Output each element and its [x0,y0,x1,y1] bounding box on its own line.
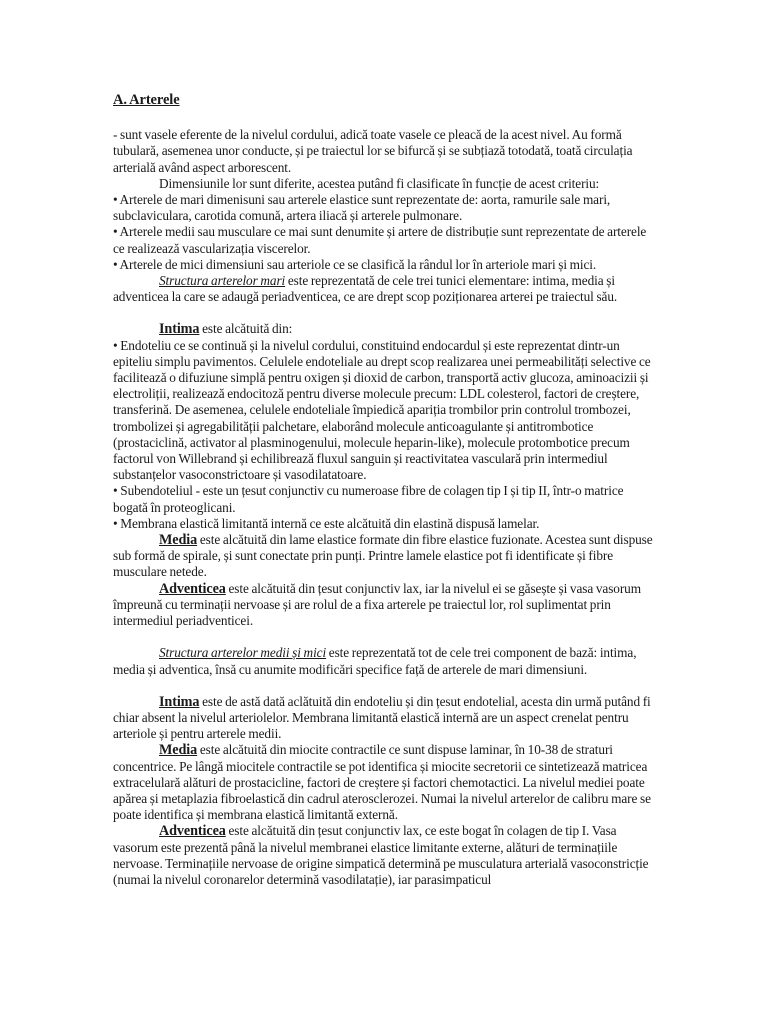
adventicea-text-2: este alcătuită din țesut conjunctiv lax, ce este bogat în colagen de tip I. Vasa vasorum este prezentă până la nivelul membranei elastice limitante externe, alături de terminațiile nervoase. Terminațiile nervoase de origine simpatică determină pe musculatura arterială vasoconstricție (numai la nivelul coronarelor determină vasodilatație), iar parasimpaticul [113,823,649,887]
intima-text-2: este de astă dată aclătuită din endoteliu și din țesut endotelial, acesta din urmă putând fi chiar absent la nivelul arteriolelor. Membrana limitantă elastică internă are un aspect crenelat pentru arteriole și pentru arterele medii. [113,693,651,742]
structure-large-heading: Structura arterelor mari [159,273,286,289]
adventicea-heading: Adventicea [159,580,226,597]
adventicea-text: este alcătuită din țesut conjunctiv lax, iar la nivelul ei se găsește și vasa vasorum împreună cu terminații nervoase și are rolul de a fixa arterele pe traiectul lor, rol suplimentat prin intermediul periadventicei. [113,580,641,629]
paragraph-structure-large [113,273,658,305]
paragraph-intima-large [113,321,658,337]
paragraph-media-small [113,742,658,823]
bullet-medium-arteries: • Arterele medii sau musculare ce mai sunt denumite și artere de distribuție sunt reprezentate de arterele ce realizează vascularizația viscerelor. [113,224,647,256]
bullet-small-arteries: • Arterele de mici dimensiuni sau arteriole ce se clasifică la rândul lor în arteriole mari și mici. [113,256,597,272]
paragraph-structure-small [113,645,658,677]
bullet-subendothelium: • Subendoteliul - este un țesut conjunctiv cu numeroase fibre de colagen tip I și tip II, într-o matrice bogată în proteoglicani. [113,483,624,515]
paragraph-dimensions: Dimensiunile lor sunt diferite, acestea putând fi clasificate în funcție de acest criteriu: [159,175,600,191]
intima-text: este alcătuită din: [199,321,293,337]
bullet-elastic-membrane: • Membrana elastică limitantă internă ce este alcătuită din elastină dispusă lamelar. [113,515,540,531]
adventicea-heading-2: Adventicea [159,823,226,840]
paragraph-adventicea-large [113,581,658,630]
media-text-2: este alcătuită din miocite contractile ce sunt dispuse laminar, în 10-38 de straturi concentrice. Pe lângă miocitele contractile se pot identifica și miocite secretorii ce sintetizează matricea extracelulară alături de prostacicline, factori de creștere și factori chemotactici. La nivelul mediei poate apărea și metaplazia fibroelastică din cadrul aterosclerozei. Numai la nivelul arterelor de calibru mare se poate identifica și membrana elastică limitantă externă. [113,742,651,823]
bullet-endothelium: • Endoteliu ce se continuă și la nivelul cordului, constituind endocardul și este reprezentat dintr-un epiteliu simplu pavimentos. Celulele endoteliale au drept scop realizarea unei permeabilități selective ce facilitează o difuziune simplă pentru oxigen și dioxid de carbon, transportă activ glucoza, aminoacizii și electroliții, realizează endocitoză pentru diverse molecule precum: LDL colesterol, factori de creștere, transferină. De asemenea, celulele endoteliale împiedică apariția trombilor prin controlul trombozei, trombolizei și agregabilității palchetare, elaborând molecule anticoagulante și antitrombotice (prostaciclină, activator al plasminogenului, molecule heparin-like), molecule protombotice precum factorul von Willebrand și echilibrează fluxul sanguin și reactivitatea vasculară prin intermediul substanțelor vasoconstrictoare și vasodilatatoare. [113,337,651,483]
media-heading: Media [159,532,198,549]
paragraph-intima-small [113,694,658,743]
document-title: A. Arterele [113,92,180,108]
paragraph-adventicea-small [113,823,658,888]
structure-small-text: este reprezentată tot de cele trei component de bază: intima, media și adventica, însă cu anumite modificări specifice față de arterele de mari dimensiuni. [113,645,637,677]
media-text: este alcătuită din lame elastice formate din fibre elastice fuzionate. Acestea sunt dispuse sub formă de spirale, și sunt conectate prin punți. Printre lamele elastice pot fi identificate și fibre musculare netede. [113,532,653,580]
structure-small-heading: Structura arterelor medii și mici [159,645,327,661]
intima-heading-2: Intima [159,693,200,710]
structure-large-text: este reprezentată de cele trei tunici elementare: intima, media și adventicea la care se adaugă periadventicea, ce are drept scop poziționarea arterei pe traiectul său. [113,273,618,305]
intima-heading: Intima [159,321,200,338]
document-page [113,92,658,888]
media-heading-2: Media [159,742,198,759]
bullet-large-arteries: • Arterele de mari dimenisuni sau arterele elastice sunt reprezentate de: aorta, ramurile sale mari, subclaviculara, carotida comună, artera iliacă și arterele pulmonare. [113,192,611,224]
paragraph-intro: - sunt vasele eferente de la nivelul cordului, adică toate vasele ce pleacă de la acest nivel. Au formă tubulară, asemenea unor conducte, și pe traiectul lor se bifurcă și se subțiază totodată, toată circulația arterială având aspect arborescent. [113,127,633,175]
paragraph-media-large [113,532,658,581]
